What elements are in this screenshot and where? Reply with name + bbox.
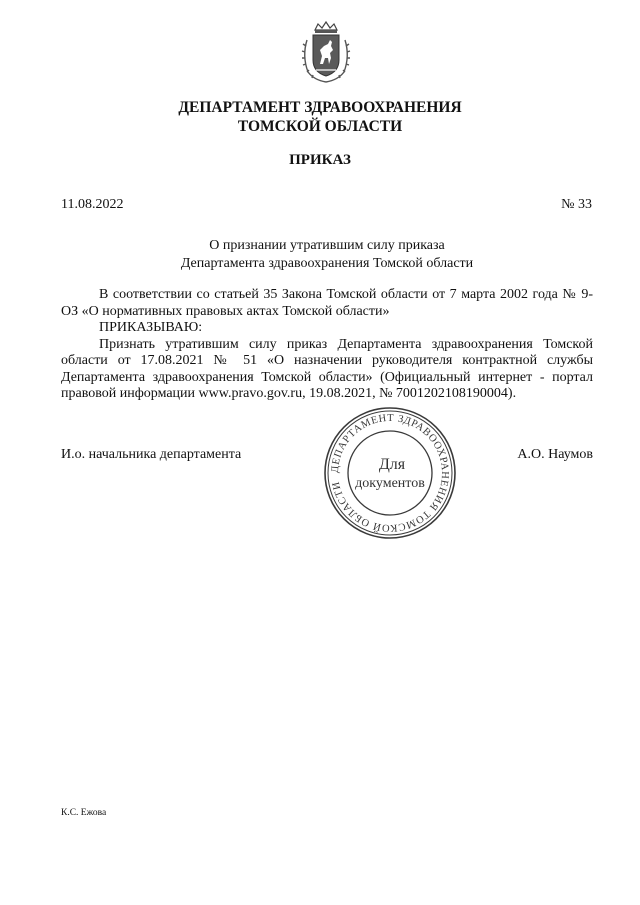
org-name-line-2: ТОМСКОЙ ОБЛАСТИ: [237, 118, 403, 135]
stamp-center-line-2: документов: [355, 476, 425, 491]
org-name-line-1: ДЕПАРТАМЕНТ ЗДРАВООХРАНЕНИЯ: [178, 99, 462, 116]
subject-line-1: О признании утратившим силу приказа: [209, 238, 445, 253]
document-type-title: ПРИКАЗ: [289, 152, 351, 168]
executor-name: К.С. Ежова: [61, 808, 107, 818]
document-body: [61, 287, 593, 403]
body-paragraph-order: Признать утратившим силу приказ Департамента здравоохранения Томской области от 17.08.2021 № 51 «О назначении руководителя контрактной службы Департамента здравоохранения Томской области» (Официальный интернет - портал правовой информации www.pravo.gov.ru, 19.08.2021, № 7001202108190004).: [61, 336, 593, 401]
document-date: 11.08.2022: [61, 197, 124, 212]
document-number: № 33: [561, 197, 592, 212]
signatory-title: И.о. начальника департамента: [61, 447, 242, 462]
official-stamp: [322, 405, 458, 541]
body-paragraph-basis: В соответствии со статьей 35 Закона Томской области от 7 марта 2002 года № 9-ОЗ «О нормативных правовых актах Томской области»: [61, 287, 593, 319]
body-order-word: ПРИКАЗЫВАЮ:: [99, 320, 203, 335]
signatory-name: А.О. Наумов: [517, 447, 593, 462]
stamp-center-line-1: Для: [378, 456, 406, 473]
stamp-ring-text: ДЕПАРТАМЕНТ ЗДРАВООХРАНЕНИЯ ТОМСКОЙ ОБЛАСТИ: [329, 412, 451, 534]
subject-line-2: Департамента здравоохранения Томской области: [180, 256, 474, 271]
coat-of-arms-icon: [298, 20, 354, 84]
